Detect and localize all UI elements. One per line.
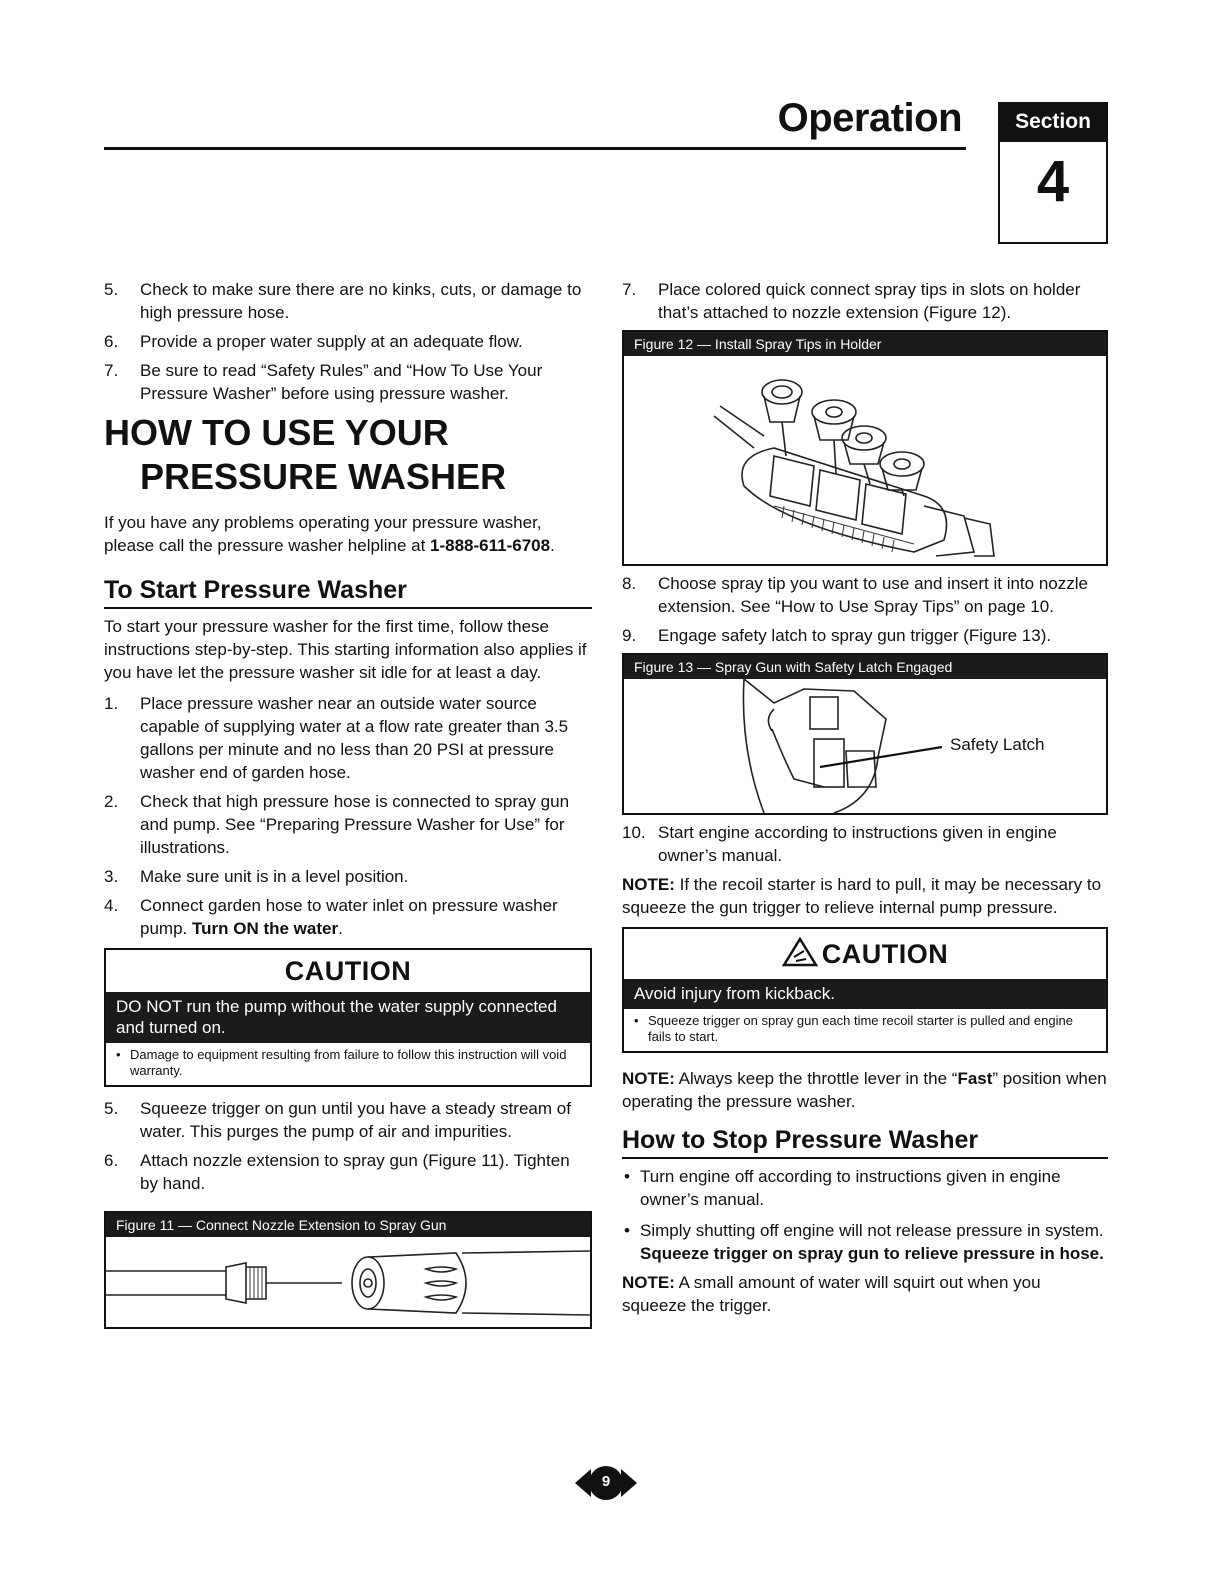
list-item-text: Be sure to read “Safety Rules” and “How To Use Your Pressure Washer” before using pressure washer. — [140, 361, 543, 403]
right-column — [622, 278, 1108, 1317]
page-number: 9 — [601, 1473, 611, 1490]
helpline-paragraph: If you have any problems operating your pressure washer, please call the pressure washer helpline at 1-888-611-6708. — [104, 513, 555, 555]
figure-13-caption: Figure 13 — Spray Gun with Safety Latch Engaged — [624, 655, 1106, 679]
list-item: 6. Attach nozzle extension to spray gun (Figure 11). Tighten by hand. — [104, 1151, 570, 1193]
left-column — [104, 278, 592, 1329]
caution-title: CAUTION — [624, 929, 1106, 979]
caution-note: • Damage to equipment resulting from failure to follow this instruction will void warranty. — [116, 1047, 567, 1078]
list-item: • Simply shutting off engine will not release pressure in system. Squeeze trigger on spray gun to relieve pressure in hose. — [624, 1221, 1104, 1263]
caution-title: CAUTION — [284, 956, 412, 986]
list-item: 7. Place colored quick connect spray tips in slots on holder that’s attached to nozzle extension (Figure 12). — [622, 280, 1081, 322]
list-item: 4. Connect garden hose to water inlet on pressure washer pump. Turn ON the water. — [104, 896, 558, 938]
warning-icon — [782, 937, 818, 967]
figure-11-caption: Figure 11 — Connect Nozzle Extension to Spray Gun — [106, 1213, 590, 1237]
note-recoil: NOTE: If the recoil starter is hard to pull, it may be necessary to squeeze the gun trigger to relieve internal pump pressure. — [622, 875, 1102, 917]
list-item: 6. Provide a proper water supply at an adequate flow. — [104, 332, 523, 351]
list-item: 10. Start engine according to instructions given in engine owner’s manual. — [622, 823, 1057, 865]
figure-12-caption: Figure 12 — Install Spray Tips in Holder — [624, 332, 1106, 356]
figure-11 — [104, 1211, 592, 1329]
spray-tip-holder-illustration — [624, 356, 1106, 564]
list-item: 1. Place pressure washer near an outside water source capable of supplying water at a flow rate greater than 3.5 gallons per minute and no less than 20 PSI at pressure washer end of garden hose. — [104, 694, 569, 782]
list-item: 8. Choose spray tip you want to use and insert it into nozzle extension. See “How to Use Spray Tips” on page 10. — [622, 574, 1088, 616]
page-number-badge — [575, 1465, 637, 1501]
page-title: Operation — [777, 96, 962, 140]
nozzle-extension-illustration — [106, 1237, 590, 1327]
stop-heading: How to Stop Pressure Washer — [622, 1125, 1108, 1159]
list-item: 5. Squeeze trigger on gun until you have a steady stream of water. This purges the pump of air and impurities. — [104, 1099, 571, 1141]
note-throttle: NOTE: Always keep the throttle lever in the “Fast” position when operating the pressure washer. — [622, 1069, 1107, 1111]
figure-13 — [622, 653, 1108, 815]
list-item-text: Check to make sure there are no kinks, cuts, or damage to high pressure hose. — [140, 280, 582, 322]
caution-bar: DO NOT run the pump without the water supply connected and turned on. — [106, 992, 590, 1043]
section-label: Section — [1000, 104, 1106, 142]
section-tab — [998, 102, 1108, 244]
start-heading: To Start Pressure Washer — [104, 575, 592, 609]
header-rule — [104, 147, 966, 150]
caution-box — [104, 948, 592, 1087]
caution-note: • Squeeze trigger on spray gun each time recoil starter is pulled and engine fails to start. — [634, 1013, 1073, 1044]
list-item: 5. Check to make sure there are no kinks, cuts, or damage to high pressure hose. — [104, 280, 582, 322]
safety-latch-label: Safety Latch — [950, 735, 1045, 754]
figure-12 — [622, 330, 1108, 566]
section-number: 4 — [1036, 149, 1070, 214]
list-item: 9. Engage safety latch to spray gun trigger (Figure 13). — [622, 626, 1052, 645]
list-item: 3. Make sure unit is in a level position. — [104, 867, 409, 886]
start-intro: To start your pressure washer for the first time, follow these instructions step-by-step. This starting information also applies if you have let the pressure washer sit idle for at least a day. — [104, 617, 587, 682]
helpline-number: 1-888-611-6708 — [430, 536, 551, 555]
caution-box-kickback — [622, 927, 1108, 1053]
list-item-text: Provide a proper water supply at an adequate flow. — [140, 332, 523, 351]
list-item: 7. Be sure to read “Safety Rules” and “How To Use Your Pressure Washer” before using pressure washer. — [104, 361, 543, 403]
caution-bar: Avoid injury from kickback. — [624, 979, 1106, 1009]
main-heading: HOW TO USE YOUR PRESSURE WASHER — [104, 412, 507, 497]
list-item: • Turn engine off according to instructions given in engine owner’s manual. — [624, 1167, 1061, 1209]
list-item: 2. Check that high pressure hose is connected to spray gun and pump. See “Preparing Pressure Washer for Use” for illustrations. — [104, 792, 570, 857]
note-squirt: NOTE: A small amount of water will squirt out when you squeeze the trigger. — [622, 1273, 1041, 1315]
